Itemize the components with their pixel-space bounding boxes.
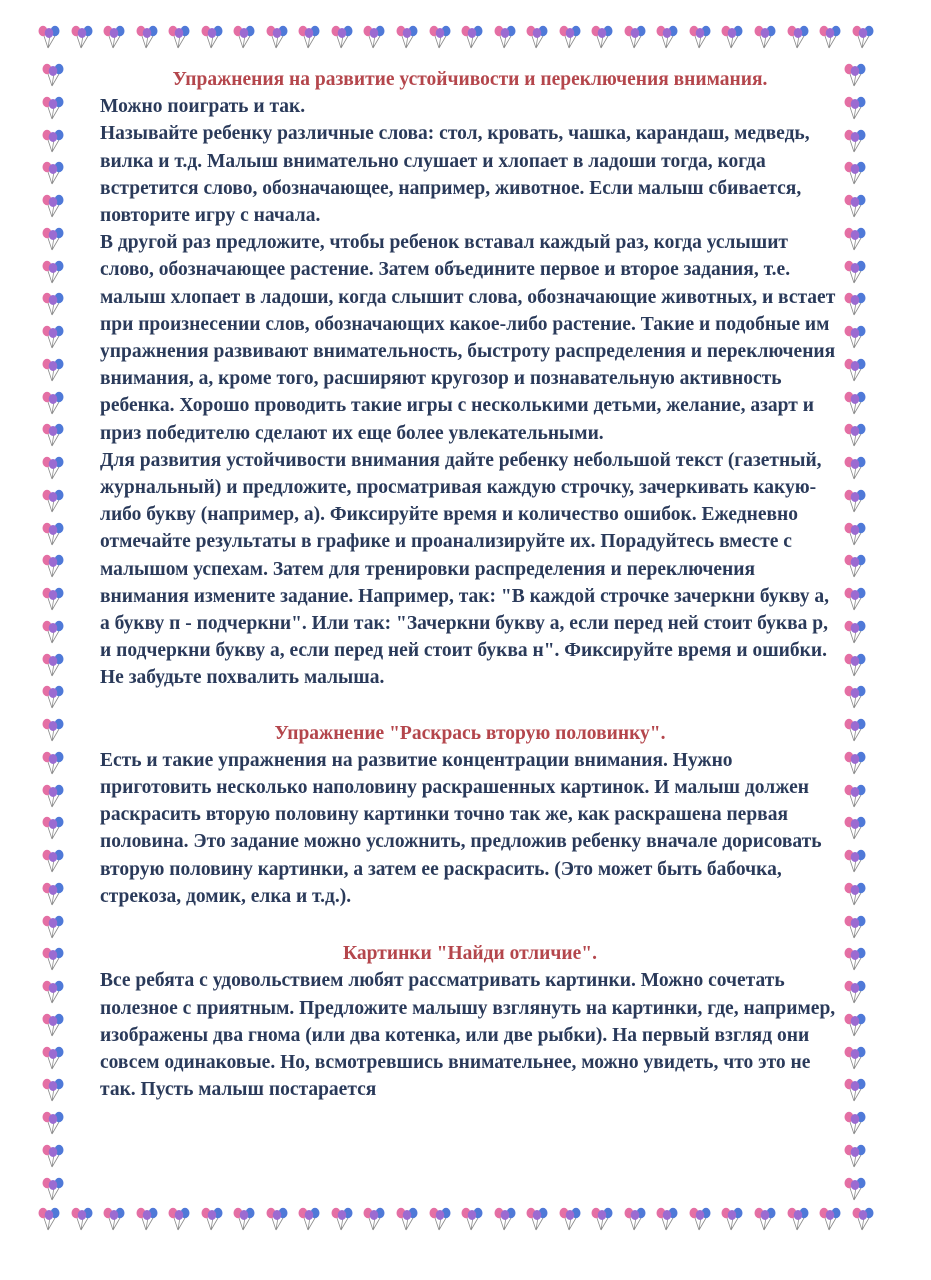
balloon-bunch-icon (69, 24, 95, 50)
balloon-bunch-icon (40, 488, 66, 514)
balloon-bunch-icon (842, 390, 868, 416)
balloon-bunch-icon (842, 259, 868, 285)
balloon-bunch-icon (40, 324, 66, 350)
balloon-bunch-icon (842, 422, 868, 448)
paragraph-stand-game: В другой раз предложите, чтобы ребенок вставал каждый раз, когда услышит слово, обозначающее растение. Затем объедините первое и второе задания, т.е. малыш хлопает в ладоши, когда слышит слова, обозначающие животных, и встает при произнесении слов, обозначающих какое-либо растение. Такие и подобные им упражнения развивают внимательность, быстроту распределения и переключения внимания, а, кроме того, расширяют кругозор и познавательную активность ребенка. Хорошо проводить такие игры с несколькими детьми, желание, азарт и приз победителю сделают их еще более увлекательными. (100, 232, 836, 444)
balloon-bunch-icon (40, 357, 66, 383)
balloon-bunch-icon (842, 1077, 868, 1103)
balloon-bunch-icon (361, 24, 387, 50)
balloon-bunch-icon (687, 1206, 713, 1232)
balloon-bunch-icon (264, 1206, 290, 1232)
section-heading-differences: Картинки "Найди отличие". (343, 943, 597, 965)
balloon-bunch-icon (687, 24, 713, 50)
balloon-bunch-icon (842, 455, 868, 481)
balloon-bunch-icon (69, 1206, 95, 1232)
balloon-bunch-icon (842, 652, 868, 678)
balloon-bunch-icon (40, 1176, 66, 1202)
balloon-bunch-icon (842, 1045, 868, 1071)
balloon-bunch-icon (134, 24, 160, 50)
balloon-bunch-icon (654, 24, 680, 50)
balloon-bunch-icon (842, 1012, 868, 1038)
balloon-bunch-icon (40, 160, 66, 186)
paragraph-coloring: Есть и такие упражнения на развитие концентрации внимания. Нужно приготовить несколько наполовину раскрашенных картинок. И малыш должен раскрасить вторую половину картинки точно так же, как раскрашена первая половина. Это задание можно усложнить, предложив ребенку вначале дорисовать вторую половину картинки, а затем ее раскрасить. (Это может быть бабочка, стрекоза, домик, елка и т.д.). (100, 749, 822, 907)
balloon-bunch-icon (752, 1206, 778, 1232)
balloon-bunch-icon (40, 193, 66, 219)
balloon-bunch-icon (231, 24, 257, 50)
balloon-bunch-icon (394, 24, 420, 50)
balloon-bunch-icon (40, 979, 66, 1005)
spacer (100, 692, 840, 720)
balloon-bunch-icon (166, 1206, 192, 1232)
balloon-bunch-icon (40, 455, 66, 481)
balloon-bunch-icon (329, 24, 355, 50)
balloon-bunch-icon (361, 1206, 387, 1232)
balloon-bunch-icon (40, 390, 66, 416)
balloon-bunch-icon (842, 815, 868, 841)
balloon-bunch-icon (459, 24, 485, 50)
balloon-bunch-icon (40, 881, 66, 907)
balloon-bunch-icon (40, 1045, 66, 1071)
balloon-bunch-icon (842, 946, 868, 972)
section-heading-coloring: Упражнение "Раскрась вторую половинку". (274, 722, 666, 744)
balloon-bunch-icon (427, 1206, 453, 1232)
balloon-bunch-icon (817, 24, 843, 50)
balloon-bunch-icon (842, 586, 868, 612)
paragraph-text-exercise: Для развития устойчивости внимания дайте ребенку небольшой текст (газетный, журнальный) и предложите, просматривая каждую строчку, зачеркивать какую-либо букву (например, а). Фиксируйте время и количество ошибок. Ежедневно отмечайте результаты в графике и проанализируйте их. Порадуйтесь вместе с малышом успехам. Затем для тренировки распределения и переключения внимания измените задание. Например, так: "В каждой строчке зачеркни букву а, а букву п - подчеркни". Или так: "Зачеркни букву а, если перед ней стоит буква р, и подчеркни букву а, если перед ней стоит буква н". Фиксируйте время и ошибки. Не забудьте похвалить малыша. (100, 449, 829, 689)
balloon-bunch-icon (40, 586, 66, 612)
balloon-bunch-icon (492, 24, 518, 50)
balloon-bunch-icon (850, 1206, 876, 1232)
balloon-bunch-icon (101, 24, 127, 50)
balloon-bunch-icon (40, 521, 66, 547)
balloon-bunch-icon (817, 1206, 843, 1232)
balloon-bunch-icon (842, 291, 868, 317)
balloon-bunch-icon (557, 24, 583, 50)
balloon-bunch-icon (40, 1077, 66, 1103)
balloon-bunch-icon (394, 1206, 420, 1232)
balloon-bunch-icon (842, 357, 868, 383)
balloon-bunch-icon (40, 226, 66, 252)
balloon-bunch-icon (850, 24, 876, 50)
balloon-bunch-icon (785, 24, 811, 50)
balloon-bunch-icon (199, 24, 225, 50)
balloon-bunch-icon (296, 1206, 322, 1232)
border-bottom (36, 1206, 876, 1236)
balloon-bunch-icon (842, 783, 868, 809)
balloon-bunch-icon (427, 24, 453, 50)
balloon-bunch-icon (842, 684, 868, 710)
balloon-bunch-icon (842, 160, 868, 186)
balloon-bunch-icon (40, 128, 66, 154)
balloon-bunch-icon (842, 848, 868, 874)
balloon-bunch-icon (842, 1110, 868, 1136)
balloon-bunch-icon (40, 717, 66, 743)
balloon-bunch-icon (101, 1206, 127, 1232)
document-text (100, 66, 840, 1103)
balloon-bunch-icon (752, 24, 778, 50)
balloon-bunch-icon (524, 1206, 550, 1232)
balloon-bunch-icon (40, 946, 66, 972)
balloon-bunch-icon (40, 815, 66, 841)
balloon-bunch-icon (842, 226, 868, 252)
section-heading-attention: Упражнения на развитие устойчивости и переключения внимания. (172, 69, 768, 90)
balloon-bunch-icon (842, 881, 868, 907)
balloon-bunch-icon (785, 1206, 811, 1232)
balloon-bunch-icon (40, 848, 66, 874)
balloon-bunch-icon (842, 128, 868, 154)
balloon-bunch-icon (842, 914, 868, 940)
balloon-bunch-icon (842, 1176, 868, 1202)
balloon-bunch-icon (842, 717, 868, 743)
balloon-bunch-icon (842, 95, 868, 121)
balloon-bunch-icon (557, 1206, 583, 1232)
balloon-bunch-icon (524, 24, 550, 50)
balloon-bunch-icon (842, 553, 868, 579)
balloon-bunch-icon (40, 750, 66, 776)
balloon-bunch-icon (719, 1206, 745, 1232)
balloon-bunch-icon (622, 1206, 648, 1232)
balloon-bunch-icon (40, 291, 66, 317)
balloon-bunch-icon (842, 488, 868, 514)
balloon-bunch-icon (36, 1206, 62, 1232)
balloon-bunch-icon (842, 979, 868, 1005)
balloon-bunch-icon (134, 1206, 160, 1232)
balloon-bunch-icon (40, 1012, 66, 1038)
border-top (36, 24, 876, 54)
spacer (100, 910, 840, 940)
balloon-bunch-icon (40, 95, 66, 121)
paragraph-clap-game: Называйте ребенку различные слова: стол, кровать, чашка, карандаш, медведь, вилка и т.д. Малыш внимательно слушает и хлопает в ладоши тогда, когда встретится слово, обозначающее, например, животное. Если малыш сбивается, повторите игру с начала. (100, 123, 810, 227)
balloon-bunch-icon (622, 24, 648, 50)
balloon-bunch-icon (231, 1206, 257, 1232)
balloon-bunch-icon (842, 750, 868, 776)
balloon-bunch-icon (40, 914, 66, 940)
balloon-bunch-icon (459, 1206, 485, 1232)
balloon-bunch-icon (166, 24, 192, 50)
balloon-bunch-icon (842, 521, 868, 547)
balloon-bunch-icon (842, 619, 868, 645)
balloon-bunch-icon (842, 193, 868, 219)
balloon-bunch-icon (40, 652, 66, 678)
balloon-bunch-icon (492, 1206, 518, 1232)
balloon-bunch-icon (589, 24, 615, 50)
balloon-bunch-icon (40, 1143, 66, 1169)
border-right (842, 62, 872, 1202)
balloon-bunch-icon (329, 1206, 355, 1232)
paragraph-differences: Все ребята с удовольствием любят рассматривать картинки. Можно сочетать полезное с приятным. Предложите малышу взглянуть на картинки, где, например, изображены два гнома (или два котенка, или две рыбки). На первый взгляд они совсем одинаковые. Но, всмотревшись внимательнее, можно увидеть, что это не так. Пусть малыш постарается (100, 970, 836, 1101)
balloon-bunch-icon (296, 24, 322, 50)
balloon-bunch-icon (654, 1206, 680, 1232)
balloon-bunch-icon (264, 24, 290, 50)
balloon-bunch-icon (40, 259, 66, 285)
balloon-bunch-icon (36, 24, 62, 50)
balloon-bunch-icon (40, 422, 66, 448)
paragraph-intro: Можно поиграть и так. (100, 96, 306, 118)
balloon-bunch-icon (719, 24, 745, 50)
balloon-bunch-icon (40, 553, 66, 579)
balloon-bunch-icon (40, 619, 66, 645)
balloon-bunch-icon (199, 1206, 225, 1232)
border-left (40, 62, 70, 1202)
balloon-bunch-icon (40, 684, 66, 710)
balloon-bunch-icon (842, 62, 868, 88)
balloon-bunch-icon (842, 1143, 868, 1169)
balloon-bunch-icon (40, 1110, 66, 1136)
balloon-bunch-icon (589, 1206, 615, 1232)
balloon-bunch-icon (40, 783, 66, 809)
balloon-bunch-icon (40, 62, 66, 88)
balloon-bunch-icon (842, 324, 868, 350)
